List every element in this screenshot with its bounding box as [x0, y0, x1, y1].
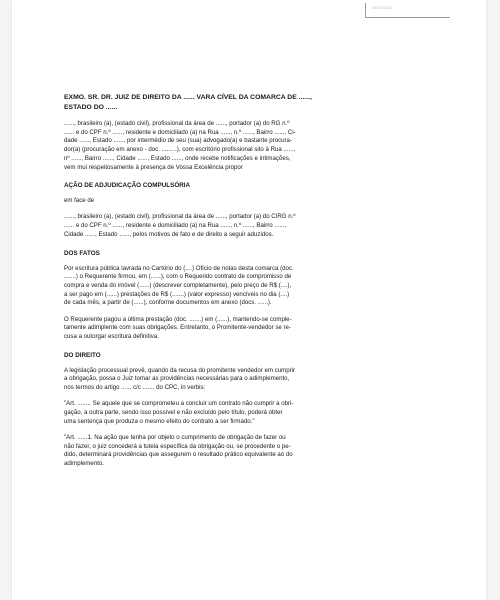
- text-line: gação, a outra parte, sendo isso possível e não excluído pelo título, poderá obter: [64, 408, 283, 416]
- text-line: nº ......, Bairro ......, Cidade ......, Estado ......, onde recebe notificações e intimações,: [64, 154, 291, 162]
- title-line: EXMO. SR. DR. JUIZ DE DIREITO DA ...... VARA CÍVEL DA COMARCA DE ......,: [64, 94, 312, 101]
- court-address-title: [64, 93, 420, 112]
- text-line: de cada mês, a partir de (......), conforme documentos em anexo (docs. ......).: [64, 299, 272, 307]
- text-line: uma sentença que produza o mesmo efeito do contrato a ser firmado.": [64, 417, 255, 425]
- text-line: dade ......, Estado ......, por intermédio de seu (sua) advogado(a) e bastante procura-: [64, 137, 292, 145]
- text-line: dor(a) (procuração em anexo - doc. .........), com escritório profissional sito à Rua ......,: [64, 146, 296, 154]
- against-text: em face de: [64, 197, 95, 205]
- document-page: [12, 0, 486, 600]
- text-line: ......, brasileiro (a), (estado civil), profissional da área de ......, portador (a) do RG n.º: [64, 120, 290, 127]
- text-line: adimplemento.: [64, 459, 104, 467]
- text-line: "Art. ........ Se aquele que se comprometeu a concluir um contrato não cumprir a obri-: [64, 400, 294, 408]
- law-paragraph-1: [64, 367, 420, 393]
- text-line: a ser pago em (......) prestações de R$ (.......) (valor expresso) vencíveis no dia (....): [64, 290, 290, 298]
- text-line: nos termos do artigo ...... c/c ....... do CPC, in verbis:: [64, 384, 206, 392]
- document-body: [64, 93, 420, 476]
- text-line: compra e venda do imóvel (......) (descrever completamente), pelo preço de R$ (....),: [64, 281, 292, 289]
- facts-paragraph-2: [64, 316, 420, 342]
- plaintiff-qualification-paragraph: [64, 120, 420, 172]
- text-line: "Art. ......1. Na ação que tenha por objeto o cumprimento de obrigação de fazer ou: [64, 433, 286, 441]
- text-line: vem mui respeitosamente à presença de Vossa Excelência propor: [64, 163, 243, 171]
- text-line: ......, brasileiro (a), (estado civil), profissional da área de ......, portador (a) do CIRG n.º: [64, 213, 296, 221]
- title-line: ESTADO DO ......: [64, 103, 118, 111]
- defendant-qualification-paragraph: [64, 213, 420, 239]
- text-line: O Requerente pagou a última prestação (doc. .......) em (......), mantendo-se comple-: [64, 315, 292, 323]
- facts-heading: DOS FATOS: [64, 249, 100, 257]
- law-heading: DO DIREITO: [64, 351, 101, 359]
- text-line: ...... e do CPF n.º ......, residente e domiciliado (a) na Rua ......, n.º ......, Bairro ......, Ci-: [64, 128, 296, 136]
- law-quote-2: [64, 434, 420, 469]
- facts-paragraph-1: [64, 265, 420, 309]
- text-line: cusa a outorgar escritura definitiva.: [64, 332, 159, 340]
- text-line: não fazer, o juiz concederá a tutela específica da obrigação ou, se procedente o pe-: [64, 442, 291, 450]
- header-stamp: SEM DATA: [365, 3, 450, 18]
- text-line: Cidade ......, Estado ......, pelos motivos de fato e de direito a seguir aduzidos.: [64, 230, 274, 238]
- action-heading: AÇÃO DE ADJUDICAÇÃO COMPULSÓRIA: [64, 182, 191, 190]
- text-line: Por escritura pública lavrada no Cartório do (....) Ofício de notas desta comarca (doc.: [64, 264, 294, 272]
- law-quote-1: [64, 400, 420, 426]
- text-line: tamente adimplente com suas obrigações. Entretanto, o Promitente-vendedor se re-: [64, 324, 291, 332]
- text-line: .......) o Requerente firmou, em (......), com o Requerido contrato de compromisso de: [64, 273, 292, 281]
- text-line: A legislação processual prevê, quando da recusa do promitente vendedor em cumprir: [64, 366, 296, 374]
- text-line: a obrigação, possa o Juiz tomar as providências necessárias para o adimplemento,: [64, 375, 290, 383]
- text-line: dido, determinará providências que assegurem o resultado prático equivalente ao do: [64, 451, 293, 459]
- text-line: ...... e do CPF n.º ......, residente e domiciliado (a) na Rua ......, n.º ......, Bairro ......,: [64, 222, 287, 230]
